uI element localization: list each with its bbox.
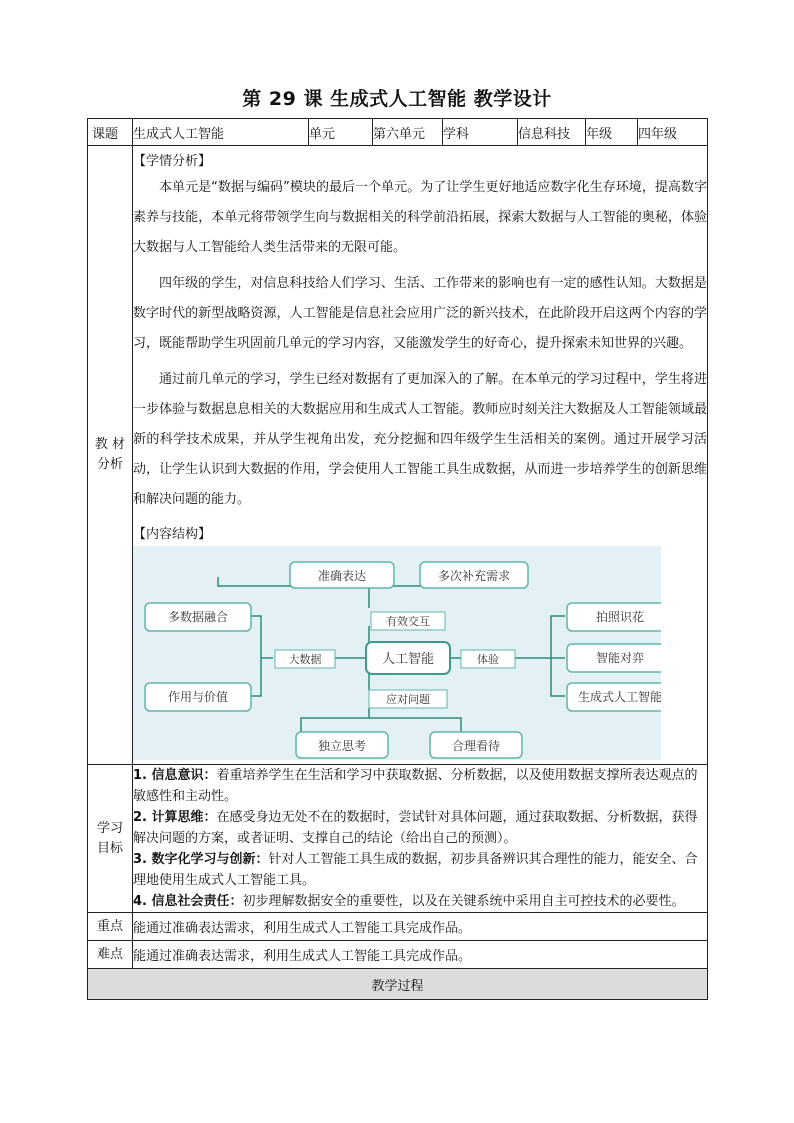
structure-heading: 【内容结构】 [133,527,212,542]
goals-label-line2: 目标 [96,840,123,856]
node-bottom-right-label: 合理看待 [451,739,501,753]
page-title: 第 29 课 生成式人工智能 教学设计 [242,88,552,110]
link-left-label: 大数据 [288,653,322,666]
goal-key: 3. 数字化学习与创新： [133,852,269,867]
goals-content [133,765,708,913]
analysis-label [88,146,133,765]
link-bottom-label: 应对问题 [386,693,430,706]
node-right-3-label: 生成式人工智能 [577,690,661,704]
goal-text: 初步理解数据安全的重要性，以及在关键系统中采用自主可控技术的必要性。 [242,894,685,909]
unit-value: 第六单元 [373,119,443,146]
process-row [88,969,708,1000]
analysis-paragraph: 本单元是“数据与编码”模块的最后一个单元。为了让学生更好地适应数字化生存环境，提高数字素养与技能，本单元将带领学生向与数据相关的科学前沿拓展，探索大数据与人工智能的奥秘，体验大数据与人工智能给人类生活带来的无限可能。 [133,180,707,255]
goals-label [88,765,133,913]
content-structure-diagram [133,546,707,764]
link-right [461,650,515,668]
goals-row [88,765,708,913]
node-center [366,642,450,674]
goal-key: 1. 信息意识： [133,768,217,783]
topic-value: 生成式人工智能 [133,119,309,146]
node-top-right [420,562,528,588]
node-left-top-label: 多数据融合 [167,610,229,624]
difficulty-text: 能通过准确表达需求，利用生成式人工智能工具完成作品。 [133,941,708,969]
node-top-left [290,562,394,588]
node-right-1-label: 拍照识花 [595,610,645,624]
link-top [371,612,445,630]
goal-item [133,849,707,891]
difficulty-row [88,941,708,969]
topic-label: 课题 [88,119,133,146]
goal-item [133,891,707,912]
goal-text: 在感受身边无处不在的数据时，尝试针对具体问题，通过获取数据、分析数据，获得解决问题的方案，或者证明、支撑自己的结论（给出自己的预测）。 [133,810,698,846]
analysis-paragraph: 通过前几单元的学习，学生已经对数据有了更加深入的了解。在本单元的学习过程中，学生将进一步体验与数据息息相关的大数据应用和生成式人工智能。教师应时刻关注大数据及人工智能领域最新的科学技术成果，并从学生视角出发，充分挖掘和四年级学生生活相关的案例。通过开展学习活动，让学生认识到大数据的作用，学会使用人工智能工具生成数据，从而进一步培养学生的创新思维和解决问题的能力。 [133,372,707,507]
node-bottom-left-label: 独立思考 [317,739,367,753]
key-point-row [88,913,708,941]
link-left [275,650,335,668]
link-top-label: 有效交互 [386,615,430,628]
node-right-1 [567,603,661,631]
node-center-label: 人工智能 [381,652,435,667]
lesson-plan-table [87,118,708,1000]
teaching-process-header: 教学过程 [88,969,708,1000]
node-bottom-left [296,732,388,758]
subject-value: 信息科技 [518,119,586,146]
analysis-content [133,146,708,765]
learning-heading: 【学情分析】 [133,154,212,169]
goal-text: 针对人工智能工具生成的数据，初步具备辨识其合理性的能力，能安全、合理地使用生成式人工智能工具。 [133,852,698,888]
link-right-label: 体验 [477,653,499,666]
goal-item [133,807,707,849]
diagram-svg [133,546,661,760]
unit-label: 单元 [309,119,373,146]
analysis-paragraph: 四年级的学生，对信息科技给人们学习、生活、工作带来的影响也有一定的感性认知。大数据是数字时代的新型战略资源，人工智能是信息社会应用广泛的新兴技术，在此阶段开启这两个内容的学习，既能帮助学生巩固前几单元的学习内容，又能激发学生的好奇心，提升探索未知世界的兴趣。 [133,276,707,351]
link-bottom [369,690,447,708]
analysis-label-line1: 教 材 [94,437,126,452]
difficulty-label: 难点 [88,941,133,969]
header-row [88,119,708,146]
node-left-top [145,603,251,631]
goal-key: 2. 计算思维： [133,810,217,825]
subject-label: 学科 [443,119,518,146]
node-top-right-label: 多次补充需求 [437,569,511,583]
node-left-bottom [145,683,251,711]
goal-item [133,765,707,807]
node-right-2-label: 智能对弈 [595,651,645,665]
grade-label: 年级 [586,119,638,146]
key-point-label: 重点 [88,913,133,941]
key-point-text: 能通过准确表达需求，利用生成式人工智能工具完成作品。 [133,913,708,941]
node-bottom-right [430,732,522,758]
grade-value: 四年级 [638,119,708,146]
node-right-2 [567,644,661,672]
node-top-left-label: 准确表达 [317,569,367,583]
goals-label-line1: 学习 [96,820,123,836]
analysis-label-line2: 分析 [96,457,123,472]
goal-text: 着重培养学生在生活和学习中获取数据、分析数据，以及使用数据支撑所表达观点的敏感性和主动性。 [133,768,698,804]
analysis-row [88,146,708,765]
node-right-3 [567,683,661,711]
goal-key: 4. 信息社会责任： [133,894,243,909]
node-left-bottom-label: 作用与价值 [167,690,229,704]
